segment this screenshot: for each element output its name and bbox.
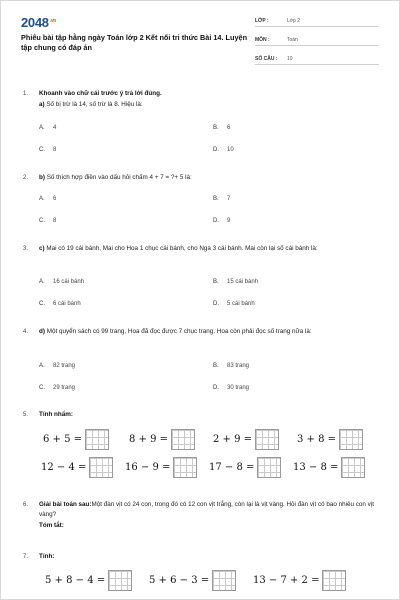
meta-key: LỚP : xyxy=(255,18,269,24)
expression-text: 2 + 9 = xyxy=(213,434,253,445)
meta-key: MÔN : xyxy=(255,37,270,43)
meta-row-class xyxy=(255,13,379,27)
option-letter: A. xyxy=(39,363,45,369)
q1-instruction xyxy=(39,89,162,99)
meta-value: Lớp 2 xyxy=(287,18,301,24)
expression-text: 5 + 8 − 4 = xyxy=(45,575,106,586)
q3-option-b[interactable] xyxy=(213,279,258,285)
q2-prompt xyxy=(39,173,192,183)
expression-text: 13 − 8 = xyxy=(293,462,339,473)
question-number: 3. xyxy=(23,246,29,252)
option-letter: D. xyxy=(213,301,219,307)
q4-option-a[interactable] xyxy=(39,363,75,369)
answer-box[interactable] xyxy=(322,570,346,591)
site-logo[interactable] xyxy=(21,15,56,30)
q7-expression xyxy=(253,570,346,591)
option-letter: B. xyxy=(213,125,219,131)
option-value: 8 xyxy=(53,147,57,153)
expression-text: 13 − 7 + 2 = xyxy=(253,575,320,586)
answer-box[interactable] xyxy=(339,429,363,450)
q2-text: Số thích hợp điền vào dấu hỏi chấm 4 + 7 = ?+ 5 là: xyxy=(46,174,192,181)
q6-summary xyxy=(39,521,64,531)
q5-expression xyxy=(43,429,109,450)
option-letter: D. xyxy=(213,218,219,224)
answer-box[interactable] xyxy=(171,429,195,450)
expression-text: 6 + 5 = xyxy=(43,434,83,445)
option-value: 10 xyxy=(227,147,234,153)
q5-expression xyxy=(129,429,195,450)
option-value: 8 xyxy=(53,218,57,224)
option-letter: C. xyxy=(39,147,45,153)
q3-option-d[interactable] xyxy=(213,301,255,307)
expression-text: 3 + 8 = xyxy=(297,434,337,445)
option-value: 9 xyxy=(227,218,231,224)
q6-title: Giải bài toán sau: xyxy=(39,501,92,508)
q3-option-c[interactable] xyxy=(39,301,81,307)
q1-option-b[interactable] xyxy=(213,125,230,131)
q2-option-b[interactable] xyxy=(213,196,230,202)
option-letter: A. xyxy=(39,279,45,285)
q4-option-b[interactable] xyxy=(213,363,249,369)
logo-main: 2048 xyxy=(21,15,49,30)
option-value: 16 cái bánh xyxy=(53,279,85,285)
q5-expression xyxy=(213,429,279,450)
question-number: 1. xyxy=(23,91,29,97)
expression-text: 12 − 4 = xyxy=(41,462,87,473)
option-value: 4 xyxy=(53,125,57,131)
q5-title-text: Tính nhẩm: xyxy=(39,411,73,418)
meta-panel xyxy=(255,13,379,65)
question-number: 4. xyxy=(23,329,29,335)
q1-label: a) xyxy=(39,101,45,108)
q1-option-c[interactable] xyxy=(39,147,56,153)
question-number: 2. xyxy=(23,175,29,181)
q4-option-c[interactable] xyxy=(39,385,75,391)
option-value: 6 cái bánh xyxy=(53,301,81,307)
option-letter: B. xyxy=(213,363,219,369)
option-letter: C. xyxy=(39,385,45,391)
option-value: 30 trang xyxy=(227,385,250,391)
option-value: 7 xyxy=(227,196,231,202)
option-letter: D. xyxy=(213,147,219,153)
q1-prompt xyxy=(39,100,143,110)
q6-summary-text: Tóm tắt: xyxy=(39,522,64,529)
option-letter: B. xyxy=(213,196,219,202)
q3-prompt xyxy=(39,244,381,254)
option-value: 6 xyxy=(53,196,57,202)
question-number: 6. xyxy=(23,502,29,508)
q4-prompt xyxy=(39,327,381,337)
option-value: 82 trang xyxy=(53,363,76,369)
q3-text: Mai có 19 cái bánh, Mai cho Hoa 1 chục cái bánh, cho Nga 3 cái bánh. Mai còn lại số cái bánh là: xyxy=(46,245,318,252)
expression-text: 5 + 6 − 3 = xyxy=(149,575,210,586)
answer-box[interactable] xyxy=(255,429,279,450)
q2-option-a[interactable] xyxy=(39,196,56,202)
option-value: 15 cái bánh xyxy=(227,279,259,285)
q5-expression xyxy=(297,429,363,450)
answer-box[interactable] xyxy=(108,570,132,591)
q2-label: b) xyxy=(39,174,45,181)
q7-title xyxy=(39,552,54,562)
q7-expression xyxy=(45,570,132,591)
option-value: 6 xyxy=(227,125,231,131)
option-letter: A. xyxy=(39,125,45,131)
q1-instruction-text: Khoanh vào chữ cái trước ý trả lời đúng. xyxy=(39,90,162,97)
q2-option-d[interactable] xyxy=(213,218,230,224)
q5-expression xyxy=(293,457,365,478)
expression-text: 17 − 8 = xyxy=(209,462,255,473)
q5-title xyxy=(39,410,73,420)
q6-text: Một đàn vịt có 24 con, trong đó có 12 con vịt trắng, còn lại là vịt vàng. Hỏi đàn vịt có bao nhiêu con vịt vàng? xyxy=(39,501,374,518)
option-value: 83 trang xyxy=(227,363,250,369)
q4-label: d) xyxy=(39,328,45,335)
meta-value: 10 xyxy=(287,56,293,62)
q5-expression xyxy=(41,457,113,478)
answer-box[interactable] xyxy=(89,457,113,478)
meta-row-subject xyxy=(255,32,379,46)
option-letter: D. xyxy=(213,385,219,391)
option-letter: B. xyxy=(213,279,219,285)
option-value: 5 cái bánh xyxy=(227,301,255,307)
logo-tld: .vn xyxy=(49,17,57,24)
question-number: 7. xyxy=(23,554,29,560)
answer-box[interactable] xyxy=(212,570,236,591)
q7-title-text: Tính: xyxy=(39,553,55,560)
q6-prompt xyxy=(39,500,381,520)
answer-box[interactable] xyxy=(173,457,197,478)
q1-text: Số bị trừ là 14, số trừ là 8. Hiệu là: xyxy=(46,101,143,108)
meta-key: SỐ CÂU : xyxy=(255,56,278,62)
meta-row-count xyxy=(255,51,379,65)
q5-expression xyxy=(125,457,197,478)
question-number: 5. xyxy=(23,412,29,418)
option-value: 29 trang xyxy=(53,385,76,391)
q2-option-c[interactable] xyxy=(39,218,56,224)
q4-option-d[interactable] xyxy=(213,385,249,391)
option-letter: A. xyxy=(39,196,45,202)
answer-box[interactable] xyxy=(341,457,365,478)
expression-text: 8 + 9 = xyxy=(129,434,169,445)
meta-value: Toán xyxy=(287,37,298,43)
q7-expression xyxy=(149,570,236,591)
answer-box[interactable] xyxy=(85,429,109,450)
q1-option-a[interactable] xyxy=(39,125,56,131)
option-letter: C. xyxy=(39,301,45,307)
q3-label: c) xyxy=(39,245,45,252)
q4-text: Một quyển sách có 99 trang, Hoa đã đọc được 7 chục trang. Hoa còn phải đọc số trang nữa là: xyxy=(46,328,312,335)
expression-text: 16 − 9 = xyxy=(125,462,171,473)
option-letter: C. xyxy=(39,218,45,224)
q1-option-d[interactable] xyxy=(213,147,234,153)
answer-box[interactable] xyxy=(257,457,281,478)
q3-option-a[interactable] xyxy=(39,279,84,285)
q5-expression xyxy=(209,457,281,478)
document-title: Phiếu bài tập hằng ngày Toán lớp 2 Kết nối tri thức Bài 14. Luyện tập chung có đáp án xyxy=(21,33,248,52)
